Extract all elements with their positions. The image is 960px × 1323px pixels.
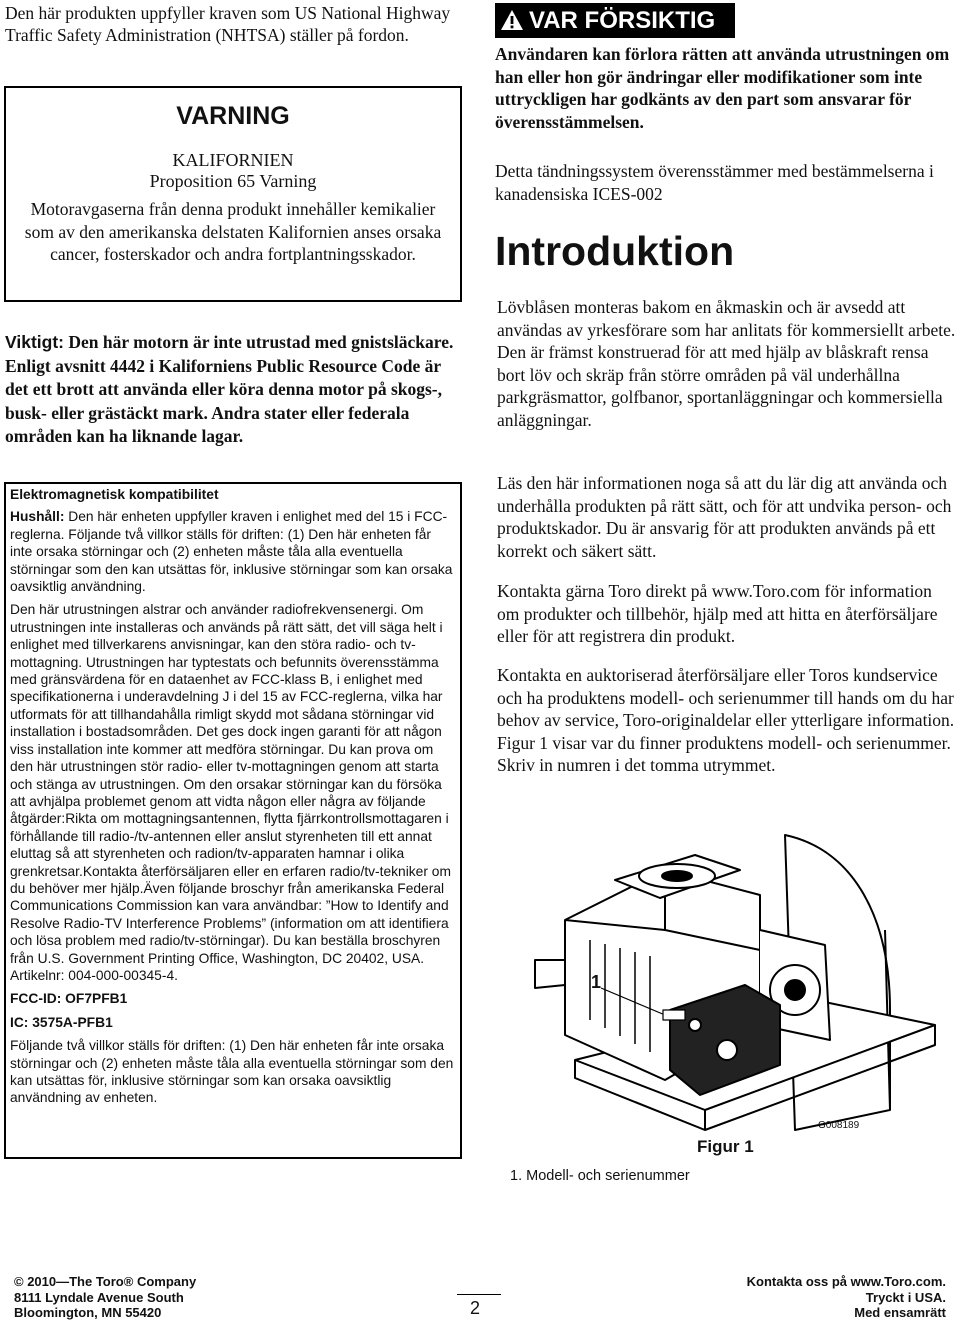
footer-address-1: 8111 Lyndale Avenue South xyxy=(14,1289,184,1305)
household-label: Hushåll: xyxy=(10,509,65,525)
intro-paragraph-2: Läs den här informationen noga så att du lär dig att använda och underhålla produkten på rätt sätt, och för att undvika person- och produktskador. Du är ansvarig för att produkten används på ett korrekt och säkert sätt. xyxy=(497,473,952,561)
ices-statement: Detta tändningssystem överensstämmer med bestämmelserna i kanadensiska ICES-002 xyxy=(495,161,934,204)
caution-title: VAR FÖRSIKTIG xyxy=(529,7,716,34)
intro-paragraph-3: Kontakta gärna Toro direkt på www.Toro.com för information om produkter och tillbehör, hjälp med att hitta en återförsäljare eller för att registrera din produkt. xyxy=(497,581,938,647)
engine-illustration xyxy=(495,810,955,1140)
emc-title: Elektromagnetisk kompatibilitet xyxy=(10,487,219,502)
emc-conditions: Följande två villkor ställs för driften: (1) Den här enheten får inte orsaka störningar och (2) enheten måste tåla alla eventuella störningar som den kan utsättas för, inklusive störningar som kan orsaka oavsiktlig användning av enheten. xyxy=(10,1038,454,1106)
footer-contact xyxy=(747,1274,946,1321)
warning-triangle-icon xyxy=(500,9,524,31)
warning-text: Motoravgaserna från denna produkt innehåller kemikalier som av den amerikanska delstaten Kalifornien anses orsaka cancer, fosterskador och andra fortplantningsskador. xyxy=(24,199,442,264)
footer-website: Kontakta oss på www.Toro.com. xyxy=(746,1274,946,1289)
important-text: Den här motorn är inte utrustad med gnistsläckare. Enligt avsnitt 4442 i Kaliforniens Public Resource Code är det ett brott att använda eller köra denna motor på skogs-, busk- eller grästäckt mark. Andra stater eller federala områden kan ha liknande lagar. xyxy=(5,332,454,446)
fcc-id: FCC-ID: OF7PFB1 xyxy=(10,991,128,1007)
page-number-rule xyxy=(457,1294,501,1295)
important-note xyxy=(5,331,465,449)
intro-paragraph-1: Lövblåsen monteras bakom en åkmaskin och är avsedd att användas av yrkesförare som har anlitats för kommersiellt arbete. Den är främst konstruerad för att med hjälp av blåskraft rensa bort löv och skräp från större områden på väl underhållna parkgräsmattor, golfbanor, sportanläggningar och kommersiella anläggningar. xyxy=(497,297,956,430)
footer-company xyxy=(14,1274,196,1321)
prop65-warning-box xyxy=(4,86,462,302)
figure-caption: Figur 1 xyxy=(697,1137,754,1156)
figure-legend: 1. Modell- och serienummer xyxy=(510,1168,690,1184)
ic-number: IC: 3575A-PFB1 xyxy=(10,1014,113,1030)
warning-state: KALIFORNIEN xyxy=(172,150,294,170)
caution-header xyxy=(495,3,735,38)
footer-rights: Med ensamrätt xyxy=(854,1305,946,1320)
figure-callout-1: 1 xyxy=(591,972,602,992)
footer-copyright: © 2010—The Toro® Company xyxy=(14,1274,197,1289)
footer-address-2: Bloomington, MN 55420 xyxy=(14,1305,162,1320)
emc-body: Den här utrustningen alstrar och använder radiofrekvensenergi. Om utrustningen inte installeras och används på rätt sätt, det vill säga helt i enlighet med tillverkarens anvisningar, kan den störa radio- och tv-mottagning. Utrustningen har typtestats och befunnits överensstämma med gränsvärdena för en dataenhet av FCC-klass B, i enlighet med specifikationerna i underavdelning J i del 15 av FCC-reglerna, vilka har utformats för att tillhandahålla rimligt skydd mot sådana störningar vid installation i bostadsområden. Det ges dock ingen garanti för att någon viss installation inte kommer att medföra störningar. Du kan prova om den här utrustningen stör radio- eller tv-mottagningen genom att starta och stänga av utrustningen. Om den orsakar störningar kan du försöka att avhjälpa problemet genom att vidta någon eller några av följande åtgärder:Rikta om mottagningsantennen, flytta fjärrkontrollsmottagaren i förhållande till radio-/tv-antennen eller anslut styrenheten till ett annat eluttag så att styrenheten och radion/tv-apparaten hamnar i olika grenkretsar.Kontakta återförsäljaren eller en erfaren radio/tv-tekniker om du behöver mer hjälp.Även följande broschyr från amerikanska Federal Communications Commission kan vara användbar: ”How to Identify and Resolve Radio-TV Interference Problems” (information om att identifiera och lösa problem med radio/tv-störningar). Du kan beställa broschyren från U.S. Government Printing Office, Washington, DC 20402, USA. Artikelnr: 004-000-00345-4. xyxy=(10,602,451,983)
warning-title: VARNING xyxy=(176,102,290,130)
nhtsa-statement: Den här produkten uppfyller kraven som US National Highway Traffic Safety Administration (NHTSA) ställer på fordon. xyxy=(5,3,451,45)
household-text: Den här enheten uppfyller kraven i enlighet med del 15 i FCC-reglerna. Följande två villkor ställs för driften: (1) Den här enheten får inte orsaka störningar och (2) enheten måste tåla alla eventuella störningar som den kan utsättas för, inklusive störningar som kan orsaka oavsiktlig användning. xyxy=(10,509,453,595)
figure-id: G008189 xyxy=(818,1120,860,1131)
warning-proposition: Proposition 65 Varning xyxy=(149,171,317,191)
important-label: Viktigt: xyxy=(5,332,64,352)
emc-content xyxy=(6,486,458,1113)
page-number: 2 xyxy=(470,1298,481,1318)
intro-title: Introduktion xyxy=(495,228,735,274)
intro-paragraph-4: Kontakta en auktoriserad återförsäljare eller Toros kundservice och ha produktens modell- och serienummer till hands om du har behov av service, Toro-originaldelar eller ytterligare information. Figur 1 visar var du finner produktens modell- och serienummer. Skriv in numren i det tomma utrymmet. xyxy=(497,665,955,776)
emc-household xyxy=(10,508,454,595)
footer-printed: Tryckt i USA. xyxy=(865,1289,946,1305)
caution-text: Användaren kan förlora rätten att använda utrustningen om han eller hon gör ändringar eller modifikationer som inte uttryckligen har godkänts av den part som ansvarar för överensstämmelsen. xyxy=(495,44,950,132)
